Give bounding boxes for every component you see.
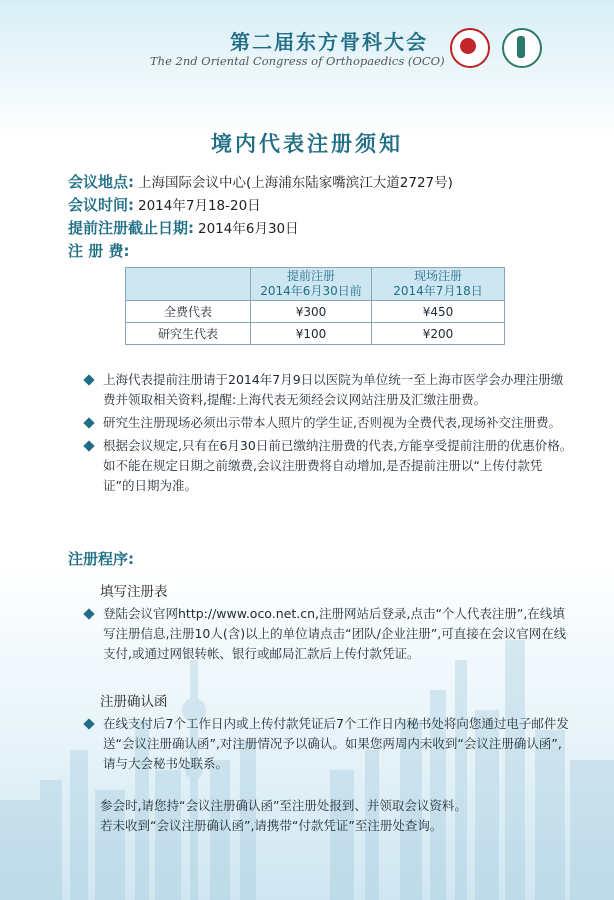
conference-subtitle: The 2nd Oriental Congress of Orthopaedics (OCO) xyxy=(150,54,445,68)
early-header-line1: 提前注册 xyxy=(286,269,335,283)
closing-notes xyxy=(100,796,570,836)
conference-title: 第二届东方骨科大会 xyxy=(230,30,428,54)
step1-text: 登陆会议官网http://www.oco.net.cn,注册网站后登录,点击“个人代表注册”,在线填写注册信息,注册10人(含)以上的单位请点击“团队/企业注册”,可直接在会议官网在线支付,或通过网银转帐、银行或邮局汇款后上传付款凭证。 xyxy=(83,604,573,664)
table-row xyxy=(126,323,505,345)
closing-line-1: 参会时,请您持“会议注册确认函”至注册处报到、并领取会议资料。 xyxy=(100,798,467,813)
step2-title: 注册确认函 xyxy=(100,694,168,710)
step1-title: 填写注册表 xyxy=(100,584,168,600)
onsite-fee-cell: ¥200 xyxy=(372,323,505,345)
step2-list xyxy=(83,714,573,777)
onsite-registration-header xyxy=(372,268,505,301)
row-label: 全费代表 xyxy=(126,301,251,323)
onsite-header-line1: 现场注册 xyxy=(413,269,462,283)
early-header-line2: 2014年6月30日前 xyxy=(260,284,362,298)
date-label: 会议时间: xyxy=(68,196,134,214)
list-item: 研究生注册现场必须出示带本人照片的学生证,否则视为全费代表,现场补交注册费。 xyxy=(83,413,573,433)
table-corner-cell xyxy=(126,268,251,301)
registration-fee-table xyxy=(125,267,505,345)
row-label: 研究生代表 xyxy=(126,323,251,345)
early-fee-cell: ¥300 xyxy=(251,301,372,323)
date-row xyxy=(68,194,261,215)
notes-list xyxy=(83,370,573,499)
fee-label: 注 册 费: xyxy=(68,242,130,260)
venue-label: 会议地点: xyxy=(68,173,134,191)
venue-value: 上海国际会议中心(上海浦东陆家嘴滨江大道2727号) xyxy=(138,175,453,191)
page-title: 境内代表注册须知 xyxy=(211,132,403,156)
closing-line-2: 若未收到“会议注册确认函”,请携带“付款凭证”至注册处查询。 xyxy=(100,818,443,833)
deadline-row xyxy=(68,217,299,238)
list-item: 根据会议规定,只有在6月30日前已缴纳注册费的代表,方能享受提前注册的优惠价格。如不能在规定日期之前缴费,会议注册费将自动增加,是否提前注册以“上传付款凭证”的日期为准。 xyxy=(83,436,573,496)
table-row xyxy=(126,301,505,323)
venue-row xyxy=(68,171,453,192)
deadline-label: 提前注册截止日期: xyxy=(68,219,194,237)
onsite-header-line2: 2014年7月18日 xyxy=(393,284,483,298)
early-registration-header xyxy=(251,268,372,301)
early-fee-cell: ¥100 xyxy=(251,323,372,345)
date-value: 2014年7月18-20日 xyxy=(138,198,261,214)
fee-table-header xyxy=(126,268,505,301)
fee-row xyxy=(68,240,129,261)
list-item: 上海代表提前注册请于2014年7月9日以医院为单位统一至上海市医学会办理注册缴费并领取相关资料,提醒:上海代表无须经会议网站注册及汇缴注册费。 xyxy=(83,370,573,410)
step1-list xyxy=(83,604,573,667)
onsite-fee-cell: ¥450 xyxy=(372,301,505,323)
deadline-value: 2014年6月30日 xyxy=(198,221,299,237)
step2-text: 在线支付后7个工作日内或上传付款凭证后7个工作日内秘书处将向您通过电子邮件发送“会议注册确认函”,对注册情况予以确认。如果您两周内未收到“会议注册确认函”,请与大会秘书处联系。 xyxy=(83,714,573,774)
procedure-label: 注册程序: xyxy=(68,550,134,568)
